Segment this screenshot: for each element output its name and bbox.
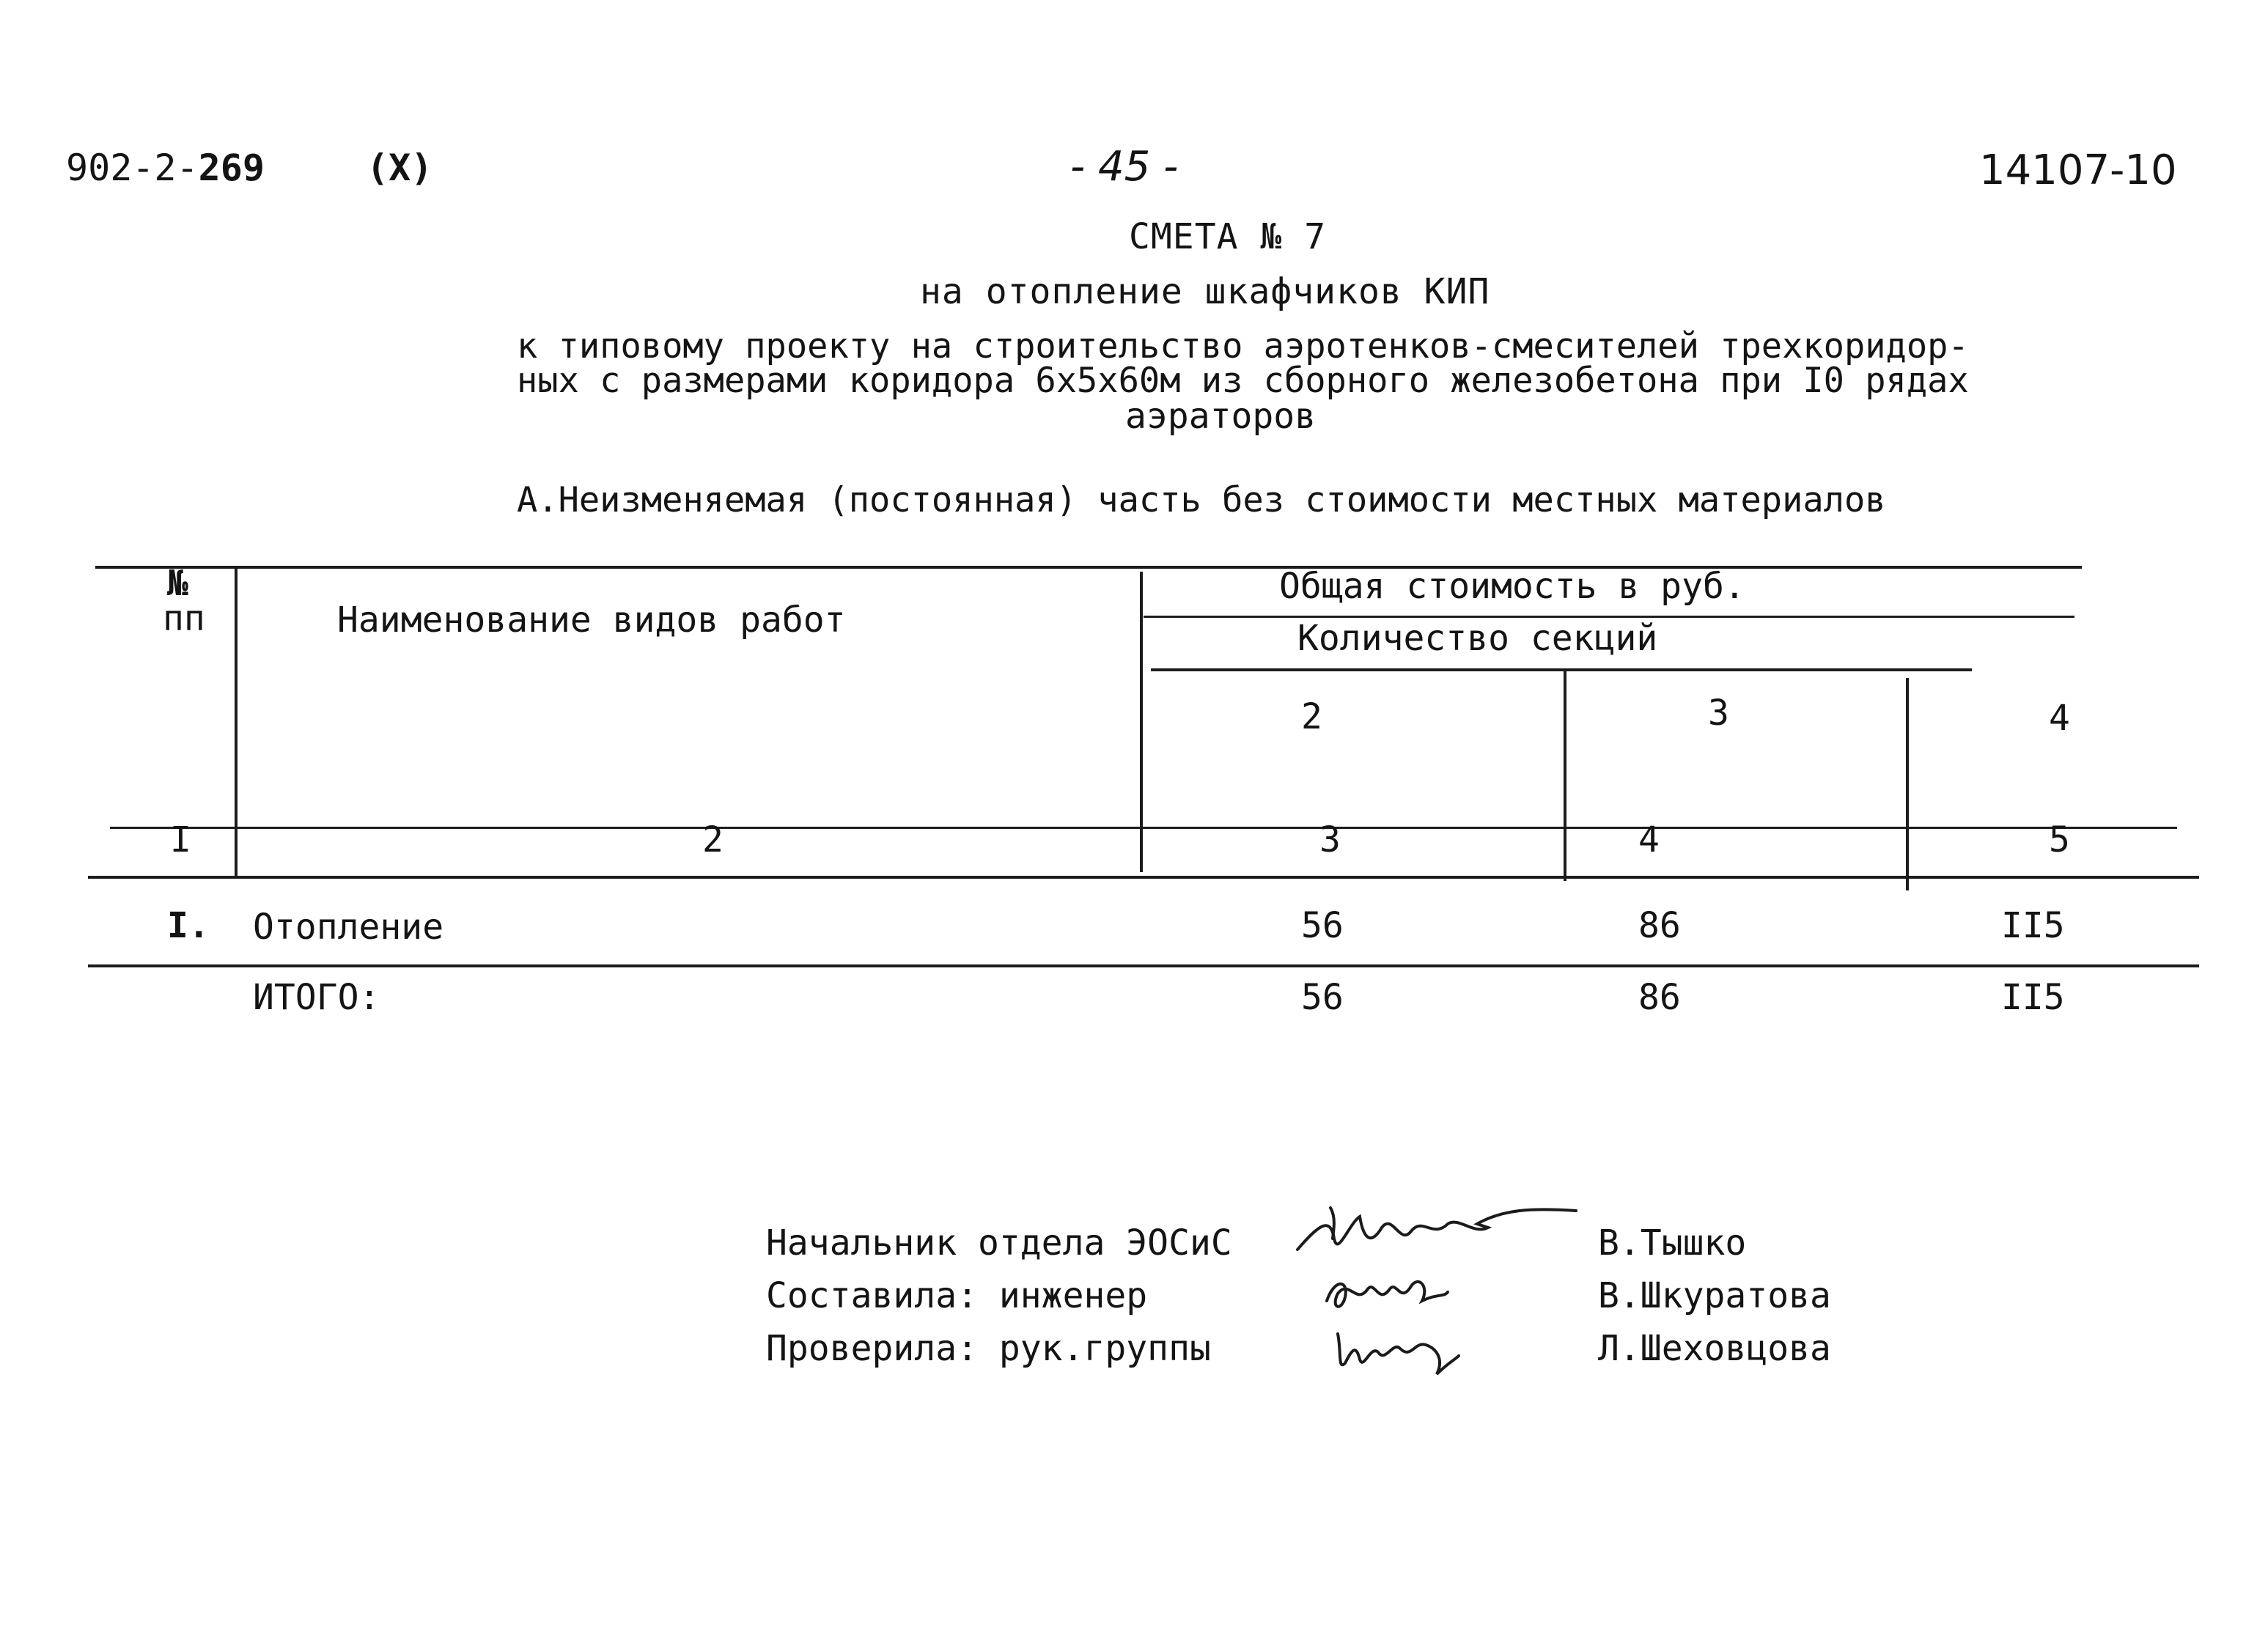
column-divider-2 [1140,572,1143,872]
col-no-header-abbr: пп [163,598,205,639]
project-description-line1: к типовому проекту на строительство аэротенков-смесителей трехкоридор- [517,326,1969,366]
section-title: А.Неизменяемая (постоянная) часть без стоимости местных материалов [517,480,1886,520]
signature-role-1: Начальник отдела ЭОСиС [766,1222,1232,1263]
column-number-5: 5 [2049,819,2070,860]
estimate-heading: СМЕТА № 7 [1129,216,1327,257]
cost-header: Общая стоимость в руб. [1279,566,1745,607]
total-value-2: 56 [1301,977,1344,1018]
signature-name-1: В.Тышко [1598,1222,1747,1263]
table-row-no: I. [167,905,210,946]
section-count-3: 3 [1708,693,1729,734]
col-no-header-symbol: № [167,563,188,604]
column-numbers-bottom-rule [88,876,2199,879]
column-divider-1 [235,566,238,878]
estimate-subject: на отопление шкафчиков КИП [920,271,1490,312]
column-number-3: 3 [1319,819,1341,860]
table-top-rule [95,566,2082,569]
column-number-4: 4 [1638,819,1660,860]
project-description-line2: ных с размерами коридора 6x5x60м из сборного железобетона при I0 рядах [517,361,1969,401]
signature-name-3: Л.Шеховцова [1598,1328,1831,1369]
doc-code [66,147,265,189]
column-number-1: I [170,819,191,860]
total-value-3: 86 [1638,977,1681,1018]
total-label: ИТОГО: [253,977,380,1018]
column-number-2: 2 [702,819,724,860]
section-count-4: 4 [2049,698,2070,739]
column-divider-3 [1564,668,1566,881]
table-row-value-2: 56 [1301,905,1344,946]
col-name-header: Наименование видов работ [337,599,846,641]
handwritten-signature-1 [1290,1195,1598,1268]
table-row-value-4: II5 [2001,905,2065,946]
signature-role-2: Составила: инженер [766,1275,1148,1316]
handwritten-signature-3 [1327,1319,1473,1385]
signature-name-2: В.Шкуратова [1598,1275,1831,1316]
page-number: - 45 - [1070,143,1179,191]
column-divider-4 [1906,678,1909,890]
archive-code: 14107-10 [1979,147,2177,194]
sections-header-rule [1151,668,1972,671]
total-value-4: II5 [2001,977,2065,1018]
doc-code-prefix: 902-2- [66,147,199,189]
volume-mark: (X) [367,147,433,189]
row-bottom-rule [88,964,2199,967]
table-row-value-3: 86 [1638,905,1681,946]
table-row-name: Отопление [253,907,444,948]
column-numbers-top-rule [110,827,2177,829]
handwritten-signature-2 [1319,1264,1466,1323]
section-count-2: 2 [1301,696,1322,737]
doc-code-number: 269 [198,147,265,189]
signature-role-3: Проверила: рук.группы [766,1328,1211,1369]
sections-header: Количество секций [1297,618,1658,659]
project-description-line3: аэраторов [1125,396,1317,437]
